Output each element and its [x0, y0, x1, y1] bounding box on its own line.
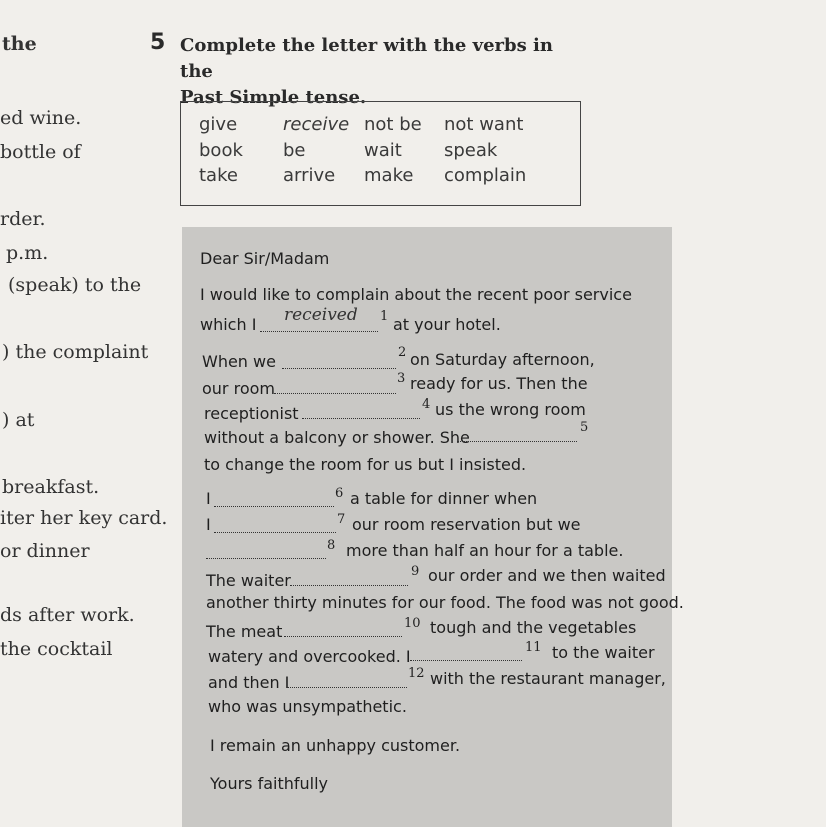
letter-line: watery and overcooked. I — [208, 647, 411, 666]
letter-line: tough and the vegetables — [430, 618, 637, 637]
verb-make: make — [364, 165, 414, 186]
left-fragment: or dinner — [0, 540, 90, 562]
letter-greeting: Dear Sir/Madam — [200, 249, 330, 268]
left-fragment: ) the complaint — [2, 341, 149, 363]
instruction-line: Complete the letter with the verbs in the — [180, 35, 553, 82]
letter-line: I — [206, 515, 211, 534]
left-fragment: the — [2, 33, 37, 55]
gap-number: 2 — [398, 345, 407, 360]
gap-number: 1 — [380, 309, 389, 324]
verb-give: give — [199, 114, 238, 135]
gap-number: 12 — [408, 666, 425, 681]
letter-line: another thirty minutes for our food. The food was not good. — [206, 593, 684, 612]
letter-line: When we — [202, 352, 276, 371]
verb-speak: speak — [444, 140, 498, 161]
letter-line: I would like to complain about the recent poor service — [200, 285, 632, 304]
letter-line: our room — [202, 379, 275, 398]
left-fragment: rder. — [0, 208, 46, 230]
verb-receive: receive — [283, 114, 350, 135]
gap-6-blank[interactable] — [214, 506, 334, 507]
verb-arrive: arrive — [283, 165, 336, 186]
gap-number: 10 — [404, 616, 421, 631]
letter-line: The waiter — [206, 571, 291, 590]
exercise-instruction — [180, 33, 560, 111]
letter-line: without a balcony or shower. She — [204, 428, 470, 447]
gap-9-blank[interactable] — [290, 585, 408, 586]
exercise-number: 5 — [150, 30, 166, 55]
gap-11-blank[interactable] — [410, 660, 522, 661]
gap-number: 11 — [525, 640, 542, 655]
gap-1-answer: received — [284, 305, 358, 325]
left-fragment: p.m. — [6, 242, 49, 264]
gap-number: 9 — [411, 564, 420, 579]
verb-take: take — [199, 165, 238, 186]
gap-number: 5 — [580, 420, 589, 435]
letter-line: receptionist — [204, 404, 299, 423]
letter-line: to the waiter — [552, 643, 655, 662]
left-fragment: iter her key card. — [0, 507, 168, 529]
letter-line: which I — [200, 315, 257, 334]
gap-5-blank[interactable] — [457, 441, 577, 442]
left-fragment: ds after work. — [0, 604, 135, 626]
left-fragment: ed wine. — [0, 107, 82, 129]
letter-line: I — [206, 489, 211, 508]
letter-line: with the restaurant manager, — [430, 669, 666, 688]
gap-number: 7 — [337, 512, 346, 527]
letter-line: on Saturday afternoon, — [410, 350, 595, 369]
left-fragment: bottle of — [0, 141, 81, 163]
gap-3-blank[interactable] — [274, 393, 396, 394]
gap-1-blank[interactable] — [260, 331, 378, 332]
letter-line: a table for dinner when — [350, 489, 538, 508]
gap-number: 4 — [422, 397, 431, 412]
letter-line: more than half an hour for a table. — [346, 541, 624, 560]
gap-10-blank[interactable] — [284, 636, 402, 637]
previous-exercise-column — [0, 0, 168, 827]
left-fragment: the cocktail — [0, 638, 113, 660]
gap-number: 8 — [327, 538, 336, 553]
letter-closing: Yours faithfully — [210, 774, 329, 793]
left-fragment: ) at — [2, 409, 35, 431]
letter-line: ready for us. Then the — [410, 374, 588, 393]
verb-complain: complain — [444, 165, 527, 186]
letter-line: who was unsympathetic. — [208, 697, 407, 716]
verb-not-want: not want — [444, 114, 524, 135]
gap-8-blank[interactable] — [206, 558, 326, 559]
gap-12-blank[interactable] — [287, 687, 407, 688]
complaint-letter — [182, 227, 684, 827]
letter-line: our order and we then waited — [428, 566, 666, 585]
letter-line: our room reservation but we — [352, 515, 581, 534]
letter-line: and then I — [208, 673, 290, 692]
gap-number: 3 — [397, 371, 406, 386]
gap-4-blank[interactable] — [302, 418, 420, 419]
letter-line: us the wrong room — [435, 400, 586, 419]
letter-line: to change the room for us but I insisted. — [204, 455, 527, 474]
letter-line: at your hotel. — [393, 315, 501, 334]
verb-wait: wait — [364, 140, 402, 161]
left-fragment: breakfast. — [2, 476, 100, 498]
left-fragment: (speak) to the — [8, 274, 142, 296]
letter-line: I remain an unhappy customer. — [210, 736, 461, 755]
verb-word-box — [180, 101, 581, 206]
gap-2-blank[interactable] — [282, 368, 396, 369]
verb-not-be: not be — [364, 114, 422, 135]
verb-be: be — [283, 140, 306, 161]
letter-line: The meat — [206, 622, 283, 641]
verb-book: book — [199, 140, 243, 161]
gap-7-blank[interactable] — [214, 532, 336, 533]
instruction-line: Past Simple tense. — [180, 87, 367, 108]
gap-number: 6 — [335, 486, 344, 501]
